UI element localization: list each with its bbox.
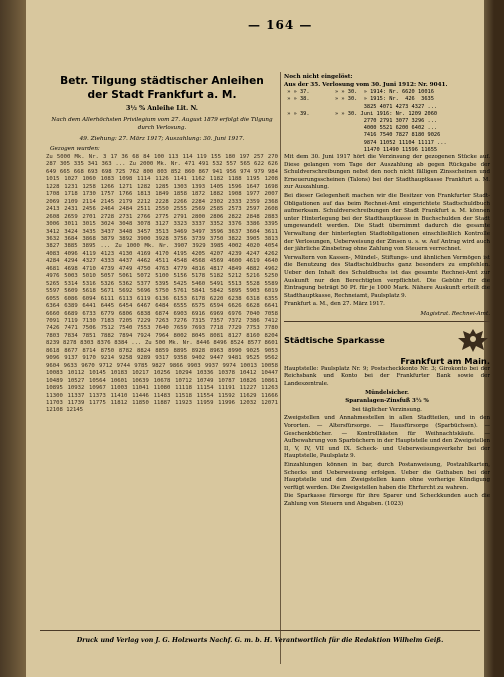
table-row: 9874 11052 11104 11117 ...: [284, 139, 447, 146]
table-row: 11470 11490 11596 11655: [284, 146, 438, 153]
loan-subtitle: 3½ % Anleihe Lit. N.: [125, 105, 198, 112]
footer-rule: [40, 630, 480, 631]
table-row: » » 39. » » 30. Juni 1916: Nr. 1209 2060: [284, 110, 438, 117]
right-column: [284, 74, 490, 510]
drawing-date: 49. Ziehung: 27. März 1917; Auszahlung: 30. Juni 1917.: [79, 136, 245, 142]
notice-title: [46, 74, 278, 102]
left-column: [46, 74, 278, 415]
interest-rate-sub: bei täglicher Verzinsung.: [352, 406, 422, 413]
bank-title-1: Städtische Sparkasse: [284, 334, 385, 345]
eagle-crest-icon: [456, 326, 490, 354]
place-date: Frankfurt a. M., den 27. März 1917.: [284, 301, 385, 308]
bank-deposits: Einzahlungen können in bar, durch Postanweisung, Postzahlkarten, Schecks und Ueberweisung erfolgen. Ueber die Guthaben bei der Hauptstelle und den Zweigstellen kann ohne vorherige Kündigung verfügt werden. Die Zweigstellen haben die Ehrfurcht zu wahren.: [284, 462, 490, 491]
uncollected-heading: Noch nicht eingelöst:: [284, 74, 353, 80]
bank-taxes: [284, 493, 490, 508]
interest-paragraph: Mit dem 30. Juni 1917 hört die Verzinsung der gezogenen Stücke auf. Diese gelangen vom Tage der Auszahlung ab gegen Rückgabe der Schuldverschreibungen nebst den noch nicht fälligen Zinsscheinen und Erneuerungsscheinen (Talons) bei der Stadthauptkasse Frankfurt a. M. zur Auszahlung.: [284, 154, 490, 191]
column-divider: [280, 72, 281, 664]
table-row: 7416 7540 7827 8180 9026: [284, 132, 441, 139]
table-row: » » 37. » » 30. » 1914: Nr. 6620 10016: [284, 89, 434, 96]
table-row: 4000 5521 6200 6402 ...: [284, 125, 438, 132]
signature: Magistrat. Rechnei-Amt.: [420, 310, 490, 317]
section-rule: [284, 321, 490, 322]
savings-bank-header: [284, 326, 490, 354]
table-row: » » 38. » » 30. » 1915: Nr. 426 3635: [284, 96, 434, 103]
uncollected-table: [284, 89, 490, 154]
drawn-numbers-list: Zu 5000 Mk. Nr. 3 17 36 68 84 100 113 114 119 155 180 197 257 270 287 305 335 341 363 ... Zu 2000 Mk. Nr. 471 491 532 557 565 622 626 649 665 668 693 698 725 762 800 803 852 860 867 941 956 974 979 984 1015 1027 1060 1083 1098 1114 1126 1141 1162 1182 1188 1195 1208 1228 1231 1258 1266 1271 1282 1285 1303 1393 1405 1596 1647 1698 1708 1718 1730 1757 1766 1813 1849 1858 1872 1882 1908 1977 2007 2069 2109 2114 2145 2179 2212 2228 2266 2284 2302 2333 2359 2368 2413 2431 2456 2464 2484 2511 2550 2555 2569 2585 2573 2597 2608 2608 2659 2701 2728 2731 2766 2775 2791 2800 2806 2822 2848 2883 3006 3011 3015 3024 3048 3078 3127 3323 3337 3352 3376 3386 3395 3412 3424 3435 3437 3448 3457 3513 3469 3497 3596 3637 3604 3611 3632 3684 3868 3879 3892 3900 3928 3756 3739 3750 3822 3905 3813 3827 3885 3895 ... Zu 1000 Mk. Nr. 3907 3929 3985 4002 4020 4054 4083 4096 4119 4123 4130 4169 4170 4195 4205 4207 4239 4247 4262 4284 4294 4327 4333 4437 4462 4511 4548 4568 4569 4600 4619 4640 4681 4698 4710 4739 4749 4750 4763 4779 4816 4817 4849 4882 4962 4976 5003 5010 5057 5061 5072 5100 5156 5178 5182 5212 5216 5250 5265 5314 5316 5326 5362 5377 5395 5425 5460 5491 5513 5528 5589 5597 5609 5618 5671 5692 5696 5750 5761 5841 5842 5895 5903 6019 6055 6086 6094 6111 6113 6119 6136 6153 6178 6220 6238 6318 6355 6364 6389 6441 6445 6454 6467 6484 6555 6575 6594 6626 6628 6641 6660 6689 6733 6779 6806 6838 6874 6903 6916 6969 6976 7040 7058 7091 7119 7130 7183 7205 7229 7263 7276 7315 7357 7372 7386 7412 7426 7471 7506 7512 7540 7553 7640 7659 7693 7718 7729 7753 7780 7803 7834 7851 7882 7894 7924 7964 8002 8045 8081 8127 8160 8204 8239 8278 8303 8376 8384 ... Zu 500 Mk. Nr. 8446 8496 8524 8577 8601 8618 8677 8714 8750 8782 8824 8859 8895 8928 8963 8990 9025 9053 9096 9137 9170 9214 9258 9289 9317 9358 9402 9447 9481 9525 9562 9604 9633 9670 9712 9744 9785 9827 9866 9903 9937 9974 10013 10058 10083 10112 10145 10183 10217 10256 10294 10336 10378 10412 10447 10489 10527 10564 10601 10639 10678 10712 10749 10787 10826 10861 10895 10932 10967 11003 11041 11080 11118 11154 11191 11227 11263 11300 11337 11373 11410 11446 11483 11518 11554 11592 11629 11666 11703 11739 11775 11812 11850 11887 11923 11959 11996 12032 12071 12108 12145: [46, 154, 278, 414]
table-row: 3825 4071 4273 4327 ...: [284, 103, 438, 110]
debt-book-paragraph: Bei dieser Gelegenheit machen wir die Besitzer von Frankfurter Stadt-Obligationen auf das beim Rechnei-Amt eingerichtete Stadtschuldbuch aufmerksam. Schuldverschreibungen der Stadt Frankfurt a. M. können unter Hinterlegung bei der Stadthauptkasse in Buchschulden der Stadt umgewandelt werden. Die Stadt übernimmt dadurch die gesamte Verwaltung der hinterlegten Stadtobligationen einschließlich Kontrolle der Verlosungen, Ueberweisung der Zinsen u. s. w. Auf Antrag wird auch der jährliche Zinsbetrag ohne Zahlung von Steuern verrechnet.: [284, 192, 490, 253]
drawn-label: Gezogen wurden:: [50, 146, 100, 152]
table-row: 2770 2791 3077 3296 ...: [284, 118, 438, 124]
interest-rate: Sparanlagen-Zinsfuß 3½ %: [345, 398, 429, 405]
bank-code: (1023): [384, 500, 404, 507]
printer-footer: Druck und Verlag von J. G. Holzwarts Nachf. G. m. b. H. Verantwortlich für die Redaktion Wilhelm Geiß.: [76, 637, 444, 644]
bank-main-office: Hauptstelle: Paulsplatz Nr. 9; Postscheckkonto Nr. 3; Girokonto bei der Reichsbank und Konto bei der Frankfurter Bank sowie der Landeszentrale.: [284, 365, 490, 388]
notice-title-line1: Betr. Tilgung städtischer Anleihen: [60, 75, 264, 87]
administrators-paragraph: Verwaltern von Kassen-, Mündel-, Stiftungs- und ähnlichen Vermögen ist die Benutzung des Stadtschuldbuchs ganz besonders zu empfehlen. Ueber den Inhalt des Schuldbuchs ist das gesamte Rechnei-Amt zur Auskunft nur den Berechtigten verpflichtet. Die Gebühr für die Eintragung beträgt 50 Pf. für je 1000 Mark. Nähere Auskunft erteilt die Stadthauptkasse, Rechneiamt, Paulsplatz 9.: [284, 254, 490, 299]
bank-branches: Zweigstellen und Annahmestellen in allen Stadtteilen, und in den Vororten. — Altersfürsorge. — Hausfürsorge (Sparbüchsen). — Geschenkbücher. — Kontrollkästen für Weihnachtskäufe. — Aufbewahrung von Sparbüchern in der Hauptstelle und den Zweigstellen II, V, IV, VII und IX. Scheck- und Ueberweisungsverkehr bei der Hauptstelle, Paulsplatz 9.: [284, 415, 490, 460]
book-spine: [0, 0, 26, 677]
notice-title-line2: der Stadt Frankfurt a. M.: [87, 89, 237, 101]
privilege-note: Nach dem Allerhöchsten Privilegium vom 27. August 1879 erfolgt die Tilgung durch Verlosung.: [51, 117, 273, 131]
mundel-label: Mündelsicher.: [365, 389, 409, 396]
page-number: — 164 —: [248, 18, 313, 32]
bank-taxes-text: Die Sparkasse fürsorge für ihre Sparer und Scheckkunden auch die Zahlung von Steuern und Abgaben.: [284, 493, 490, 507]
bank-title-2: Frankfurt am Main.: [400, 355, 490, 366]
uncollected-heading-2: Aus der 35. Verlosung vom 30. Juni 1912: Nr. 9041.: [284, 81, 448, 88]
